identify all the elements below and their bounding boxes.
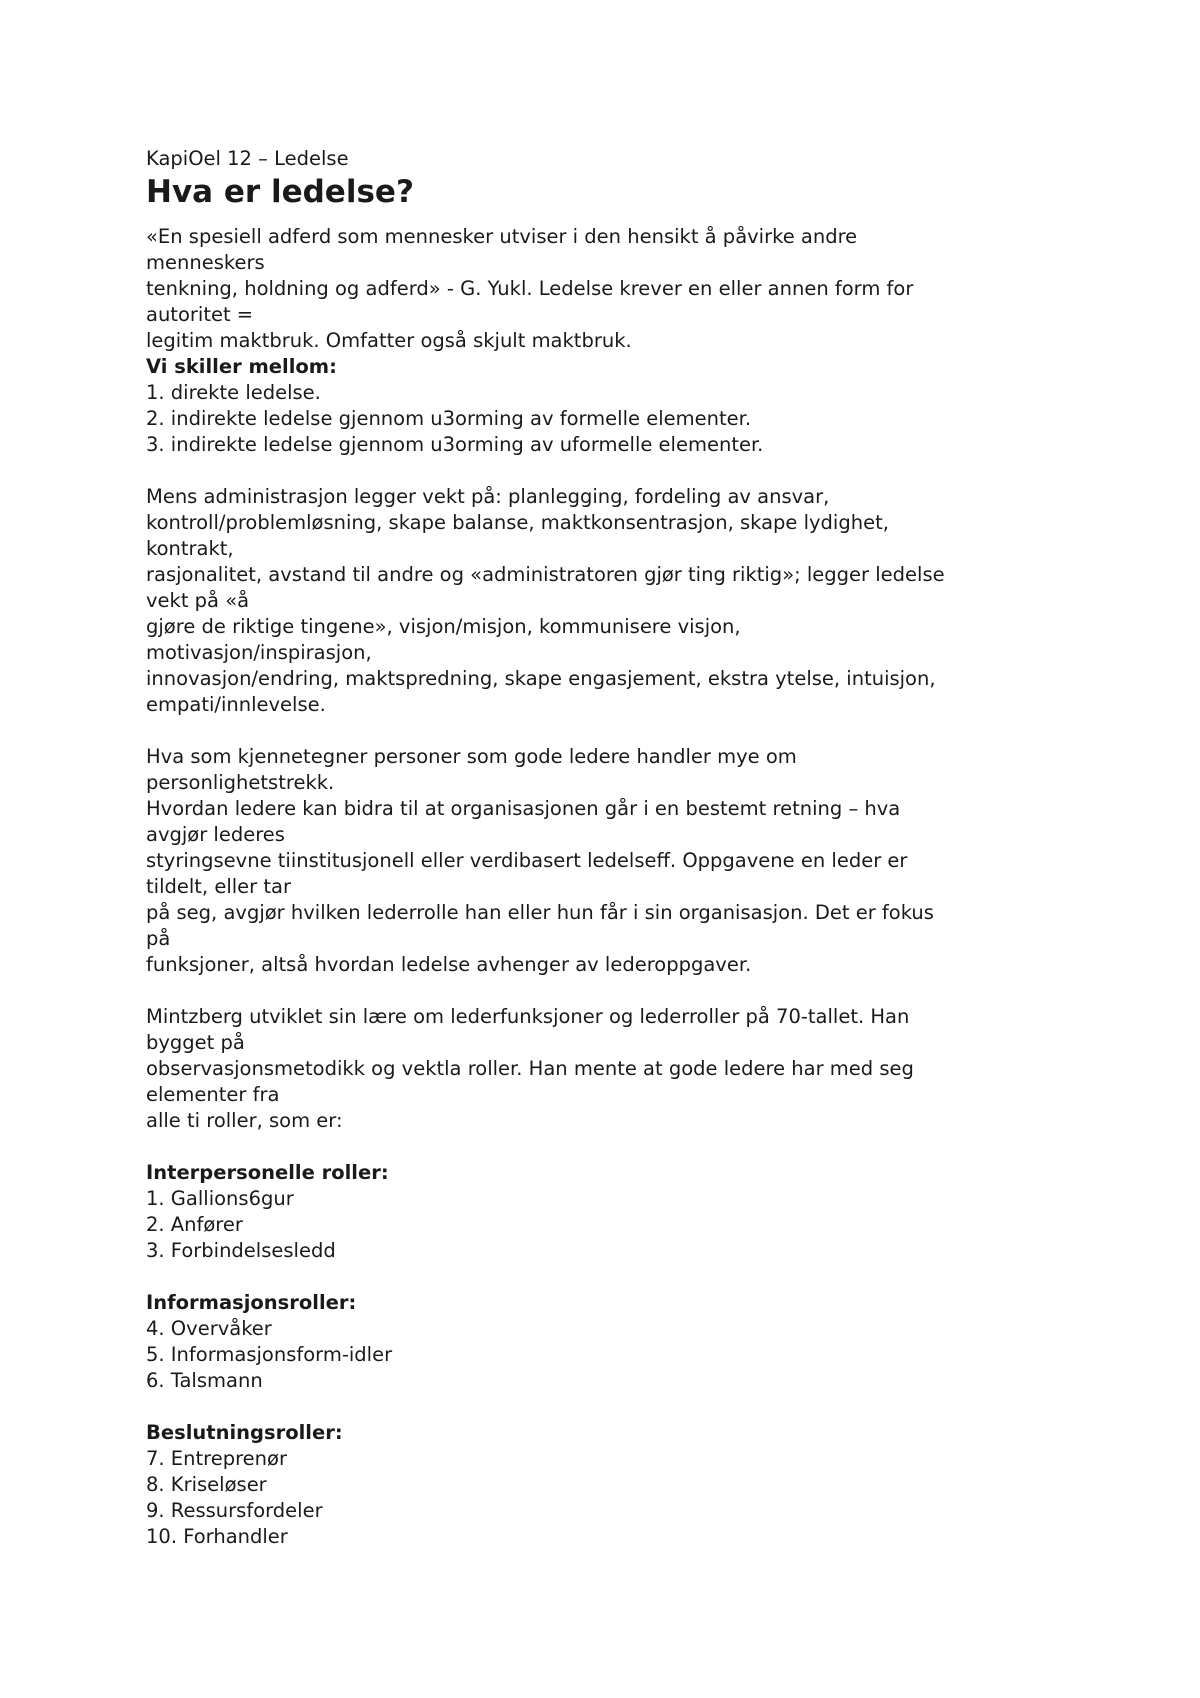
list-item: 10. Forhandler — [146, 1525, 288, 1548]
mintzberg-paragraph — [146, 1004, 1076, 1134]
list-item: 4. Overvåker — [146, 1317, 272, 1340]
leader-paragraph — [146, 744, 1076, 978]
text-line: avgjør lederes — [146, 823, 285, 846]
text-line: personlighetstrekk. — [146, 771, 335, 794]
text-line: bygget på — [146, 1031, 245, 1054]
section-heading: Beslutningsroller: — [146, 1421, 343, 1444]
text-line: menneskers — [146, 251, 265, 274]
list-item: 6. Talsmann — [146, 1369, 263, 1392]
paragraph-gap — [146, 1394, 1076, 1420]
text-line: kontroll/problemløsning, skape balanse, maktkonsentrasjon, skape lydighet, — [146, 511, 889, 534]
intro-paragraph — [146, 224, 1076, 354]
text-line: på — [146, 927, 171, 950]
text-line: Mintzberg utviklet sin lære om lederfunksjoner og lederroller på 70-tallet. Han — [146, 1005, 910, 1028]
list-item: 7. Entreprenør — [146, 1447, 287, 1470]
paragraph-gap — [146, 1264, 1076, 1290]
page-title: Hva er ledelse? — [146, 174, 414, 210]
admin-paragraph — [146, 484, 1076, 718]
text-line: observasjonsmetodikk og vektla roller. Han mente at gode ledere har med seg — [146, 1057, 914, 1080]
text-line: tildelt, eller tar — [146, 875, 291, 898]
decision-roles-section — [146, 1420, 1076, 1550]
text-line: gjøre de riktige tingene», visjon/misjon, kommunisere visjon, — [146, 615, 741, 638]
paragraph-gap — [146, 718, 1076, 744]
list-item: 9. Ressursfordeler — [146, 1499, 323, 1522]
text-line: på seg, avgjør hvilken lederrolle han eller hun får i sin organisasjon. Det er fokus — [146, 901, 934, 924]
document-page — [146, 146, 1076, 1550]
section-heading: Interpersonelle roller: — [146, 1161, 389, 1184]
paragraph-gap — [146, 978, 1076, 1004]
list-item: 3. Forbindelsesledd — [146, 1239, 336, 1262]
text-line: autoritet = — [146, 303, 254, 326]
text-line: empati/innlevelse. — [146, 693, 326, 716]
skiller-section — [146, 354, 1076, 458]
list-item: 1. direkte ledelse. — [146, 381, 321, 404]
text-line: funksjoner, altså hvordan ledelse avhenger av lederoppgaver. — [146, 953, 752, 976]
text-line: styringsevne tiinstitusjonell eller verdibasert ledelseff. Oppgavene en leder er — [146, 849, 908, 872]
text-line: alle ti roller, som er: — [146, 1109, 343, 1132]
list-item: 3. indirekte ledelse gjennom u3orming av uformelle elementer. — [146, 433, 764, 456]
interpersonal-roles-section — [146, 1160, 1076, 1264]
text-line: vekt på «å — [146, 589, 250, 612]
text-line: Hva som kjennetegner personer som gode ledere handler mye om — [146, 745, 797, 768]
paragraph-gap — [146, 1134, 1076, 1160]
text-line: elementer fra — [146, 1083, 280, 1106]
list-item: 8. Kriseløser — [146, 1473, 267, 1496]
text-line: Mens administrasjon legger vekt på: planlegging, fordeling av ansvar, — [146, 485, 830, 508]
text-line: legitim maktbruk. Omfatter også skjult maktbruk. — [146, 329, 632, 352]
text-line: kontrakt, — [146, 537, 234, 560]
paragraph-gap — [146, 458, 1076, 484]
text-line: Hvordan ledere kan bidra til at organisasjonen går i en bestemt retning – hva — [146, 797, 901, 820]
chapter-label: KapiOel 12 – Ledelse — [146, 147, 349, 170]
text-line: «En spesiell adferd som mennesker utviser i den hensikt å påvirke andre — [146, 225, 858, 248]
text-line: rasjonalitet, avstand til andre og «administratoren gjør ting riktig»; legger ledelse — [146, 563, 945, 586]
list-item: 5. Informasjonsform-idler — [146, 1343, 393, 1366]
section-heading: Informasjonsroller: — [146, 1291, 357, 1314]
list-item: 2. Anfører — [146, 1213, 243, 1236]
text-line: innovasjon/endring, maktspredning, skape engasjement, ekstra ytelse, intuisjon, — [146, 667, 936, 690]
section-heading: Vi skiller mellom: — [146, 355, 337, 378]
list-item: 1. Gallions6gur — [146, 1187, 294, 1210]
text-line: motivasjon/inspirasjon, — [146, 641, 372, 664]
text-line: tenkning, holdning og adferd» - G. Yukl. Ledelse krever en eller annen form for — [146, 277, 914, 300]
list-item: 2. indirekte ledelse gjennom u3orming av formelle elementer. — [146, 407, 752, 430]
information-roles-section — [146, 1290, 1076, 1394]
